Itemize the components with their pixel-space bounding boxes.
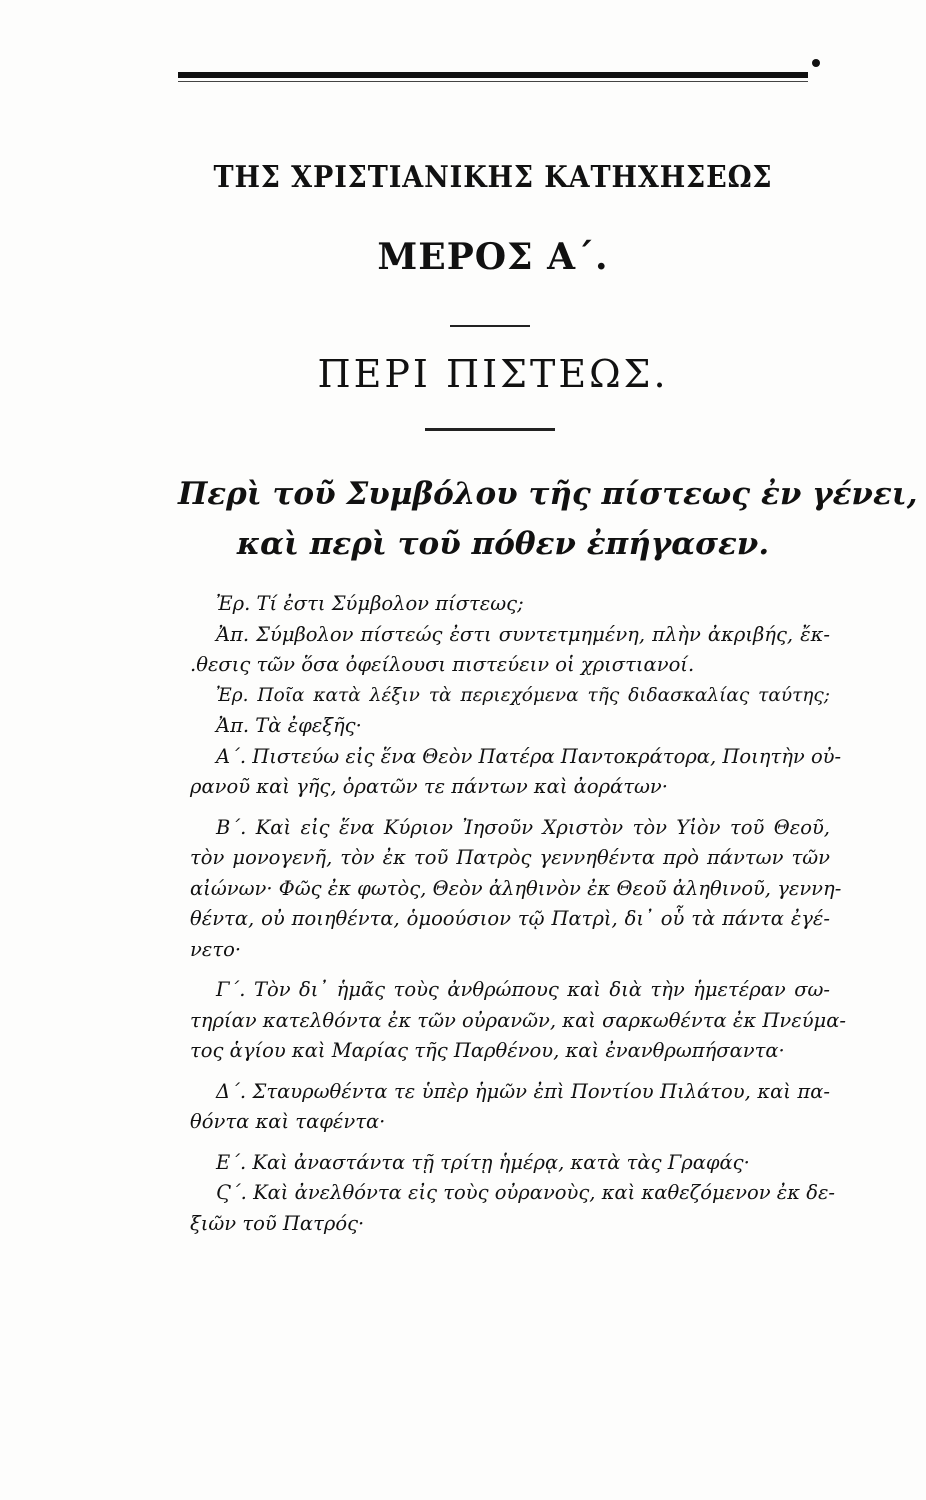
catechism-title: ΤΗΣ ΧΡΙΣΤΙΑΝΙΚΗΣ ΚΑΤΗΧΗΣΕΩΣ (213, 160, 773, 195)
creed-article-6: Ϛ΄. Καὶ ἀνελθόντα εἰς τοὺς οὐρανοὺς, καὶ καθεζόμενον ἐκ δε- (216, 1181, 836, 1204)
creed-article-4-cont: θόντα καὶ ταφέντα· (190, 1110, 386, 1133)
creed-article-3: Γ΄. Τὸν δι᾽ ἡμᾶς τοὺς ἀνθρώπους καὶ διὰ τὴν ἡμετέραν σω- (216, 978, 830, 1001)
creed-article-2-cont: νετο· (190, 937, 242, 961)
answer-line: .θεσις τῶν ὅσα ὀφείλουσι πιστεύειν οἱ χριστιανοί. (190, 653, 695, 676)
creed-article-2: Β΄. Καὶ εἰς ἕνα Κύριον Ἰησοῦν Χριστὸν τὸν Υἱὸν τοῦ Θεοῦ, (216, 815, 830, 839)
short-divider-2 (425, 428, 555, 431)
answer-line: Ἀπ. Σύμβολον πίστεώς ἐστι συντετμημένη, πλὴν ἀκριβής, ἔκ- (216, 622, 830, 646)
corner-ink-dot (812, 59, 820, 67)
creed-article-2-cont: θέντα, οὐ ποιηθέντα, ὁμοούσιον τῷ Πατρὶ, δι᾽ οὗ τὰ πάντα ἐγέ- (190, 907, 830, 930)
answer-line: Ἀπ. Τὰ ἐφεξῆς· (216, 714, 362, 737)
question-line: Ἐρ. Ποῖα κατὰ λέξιν τὰ περιεχόμενα τῆς διδασκαλίας ταύτης; (216, 684, 830, 706)
creed-article-3-cont: τος ἁγίου καὶ Μαρίας τῆς Παρθένου, καὶ ἐνανθρωπήσαντα· (190, 1039, 785, 1062)
creed-article-2-cont: τὸν μονογενῆ, τὸν ἐκ τοῦ Πατρὸς γεννηθέντα πρὸ πάντων τῶν (190, 846, 830, 869)
creed-article-3-cont: τηρίαν κατελθόντα ἐκ τῶν οὐρανῶν, καὶ σαρκωθέντα ἐκ Πνεύμα- (190, 1008, 846, 1032)
creed-article-1-cont: ρανοῦ καὶ γῆς, ὁρατῶν τε πάντων καὶ ἀοράτων· (190, 775, 668, 798)
top-thick-rule (178, 72, 808, 78)
top-thin-rule (178, 81, 808, 82)
creed-article-2-cont: αἰώνων· Φῶς ἐκ φωτὸς, Θεὸν ἀληθινὸν ἐκ Θεοῦ ἀληθινοῦ, γεννη- (190, 876, 842, 900)
question-line: Ἐρ. Τί ἐστι Σύμβολον πίστεως; (216, 592, 524, 615)
short-divider-1 (450, 325, 530, 327)
creed-article-4: Δ΄. Σταυρωθέντα τε ὑπὲρ ἡμῶν ἐπὶ Ποντίου Πιλάτου, καὶ πα- (216, 1079, 830, 1103)
creed-article-1: Α΄. Πιστεύω εἰς ἕνα Θεὸν Πατέρα Παντοκράτορα, Ποιητὴν οὐ- (216, 744, 842, 768)
chapter-heading-line-1: Περὶ τοῦ Συμβόλου τῆς πίστεως ἐν γένει, (178, 476, 918, 512)
creed-article-6-cont: ξιῶν τοῦ Πατρός· (190, 1211, 365, 1235)
section-title: ΠΕΡΙ ΠΙΣΤΕΩΣ. (317, 352, 669, 396)
creed-article-5: Ε΄. Καὶ ἀναστάντα τῇ τρίτῃ ἡμέρᾳ, κατὰ τὰς Γραφάς· (216, 1150, 750, 1174)
chapter-heading-line-2: καὶ περὶ τοῦ πόθεν ἐπήγασεν. (236, 526, 770, 562)
part-title: ΜΕΡΟΣ Α΄. (377, 236, 609, 278)
body-text (190, 589, 846, 1239)
